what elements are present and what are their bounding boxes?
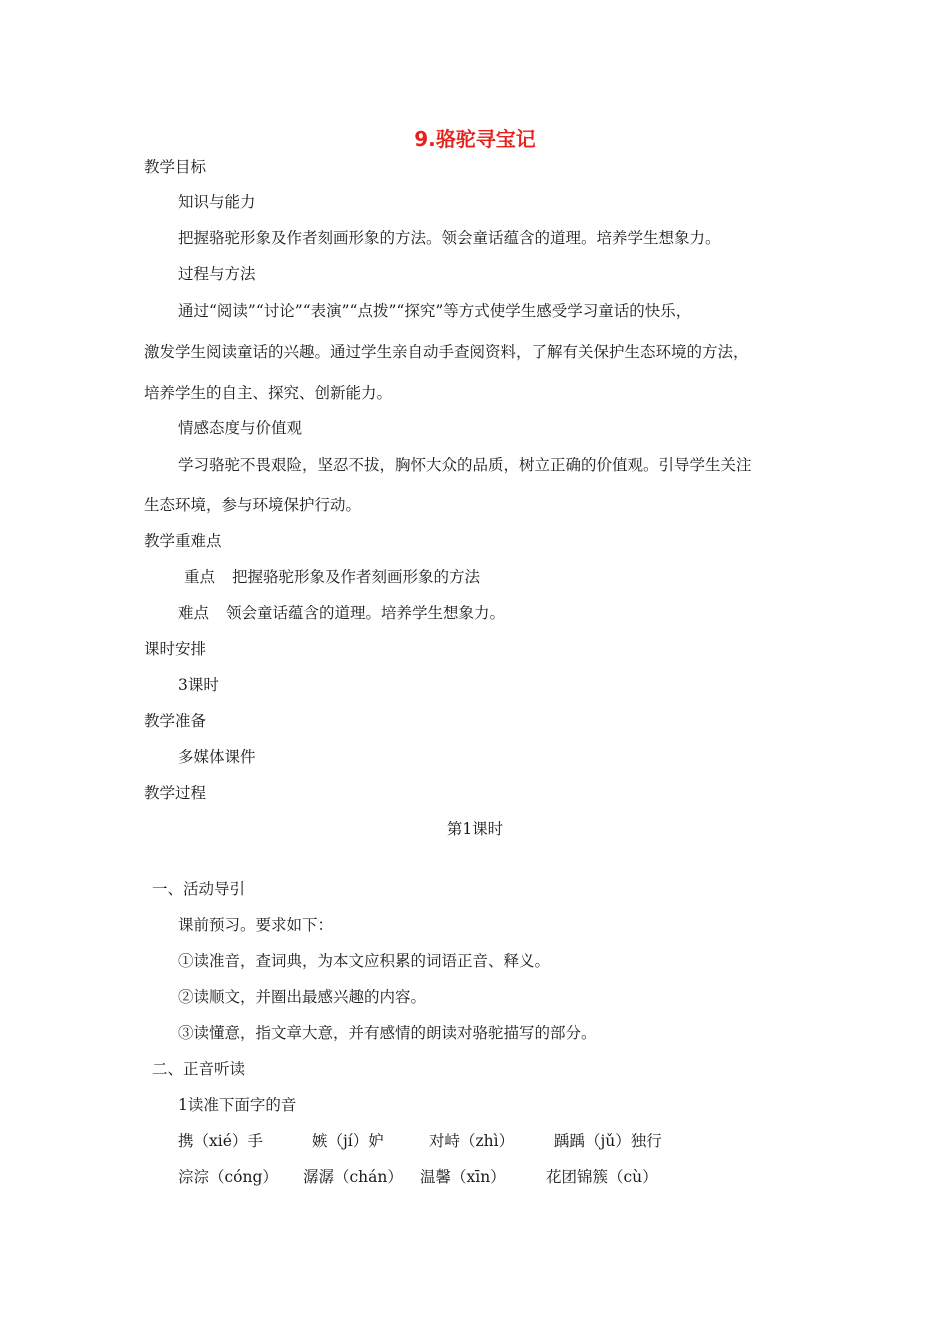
emotion-line: 学习骆驼不畏艰险，坚忍不拔，胸怀大众的品质，树立正确的价值观。引导学生关注 xyxy=(178,456,752,474)
knowledge-heading: 知识与能力 xyxy=(178,193,256,211)
process-method-line: 培养学生的自主、探究、创新能力。 xyxy=(144,384,393,402)
requirement-item: ②读顺文，并圈出最感兴趣的内容。 xyxy=(178,988,427,1006)
knowledge-text: 把握骆驼形象及作者刻画形象的方法。领会童话蕴含的道理。培养学生想象力。 xyxy=(178,229,721,247)
pinyin-word: 花团锦簇（cù） xyxy=(546,1168,658,1186)
difficulty-label: 难点 xyxy=(178,604,210,622)
pinyin-word: 淙淙（cóng） xyxy=(178,1168,278,1186)
preparation-value: 多媒体课件 xyxy=(178,748,256,766)
difficulty-line xyxy=(178,603,505,623)
teaching-goals-heading: 教学目标 xyxy=(144,158,207,176)
requirement-item: ③读懂意，指文章大意，并有感情的朗读对骆驼描写的部分。 xyxy=(178,1024,597,1042)
focus-label: 重点 xyxy=(184,568,216,586)
schedule-value: 3课时 xyxy=(178,676,219,694)
pinyin-word: 潺潺（chán） xyxy=(303,1168,403,1186)
section-intro: 课前预习。要求如下： xyxy=(178,916,334,934)
focus-text: 把握骆驼形象及作者刻画形象的方法 xyxy=(232,568,481,586)
document-title: 9.骆驼寻宝记 xyxy=(414,127,536,151)
focus-line xyxy=(184,567,480,587)
pinyin-word: 对峙（zhì） xyxy=(429,1132,515,1150)
lesson-title: 第1课时 xyxy=(446,820,504,838)
preparation-heading: 教学准备 xyxy=(144,712,207,730)
pinyin-word: 嫉（jí）妒 xyxy=(312,1132,384,1150)
schedule-heading: 课时安排 xyxy=(144,640,207,658)
pinyin-word: 踽踽（jǔ）独行 xyxy=(554,1132,662,1150)
requirement-item: ①读准音，查词典，为本文应积累的词语正音、释义。 xyxy=(178,952,551,970)
process-method-line: 通过“阅读”“讨论”“表演”“点拨”“探究”等方式使学生感受学习童话的快乐， xyxy=(178,302,692,320)
teaching-process-heading: 教学过程 xyxy=(144,784,207,802)
process-method-line: 激发学生阅读童话的兴趣。通过学生亲自动手查阅资料，了解有关保护生态环境的方法， xyxy=(144,343,749,361)
difficulty-text: 领会童话蕴含的道理。培养学生想象力。 xyxy=(226,604,506,622)
key-points-heading: 教学重难点 xyxy=(144,532,222,550)
pinyin-word: 携（xié）手 xyxy=(178,1132,263,1150)
section-heading: 二、正音听读 xyxy=(152,1060,246,1078)
emotion-heading: 情感态度与价值观 xyxy=(178,419,303,437)
process-method-heading: 过程与方法 xyxy=(178,265,256,283)
pinyin-word: 温馨（xīn） xyxy=(420,1168,506,1186)
emotion-line: 生态环境，参与环境保护行动。 xyxy=(144,496,362,514)
section-subheading: 1读准下面字的音 xyxy=(178,1096,297,1114)
section-heading: 一、活动导引 xyxy=(152,880,246,898)
